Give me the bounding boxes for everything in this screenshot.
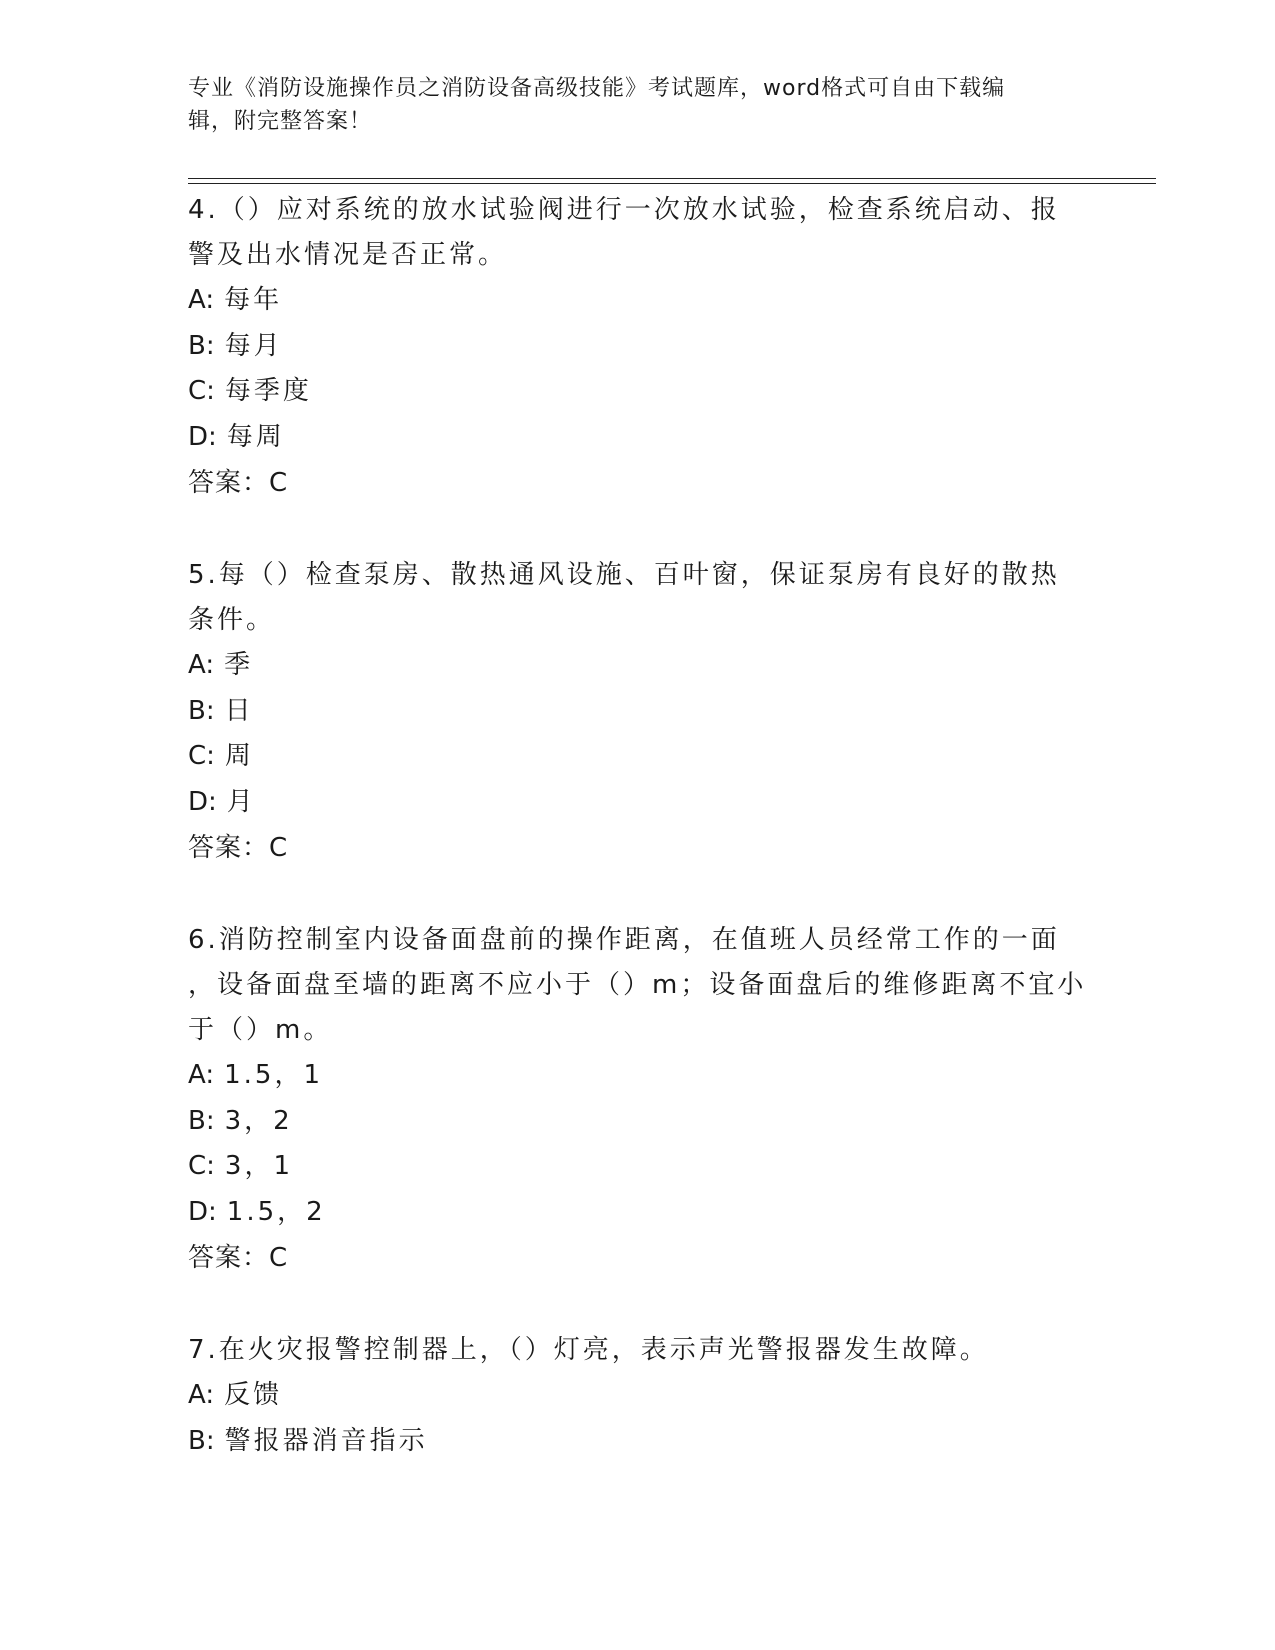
document-header: [188, 72, 1068, 138]
option-b: [188, 1419, 1088, 1465]
header-line-1: 专业《消防设施操作员之消防设备高级技能》考试题库，word格式可自由下载编: [188, 76, 1006, 101]
option-c: [188, 369, 1088, 415]
option-text: 3，1: [224, 1151, 294, 1181]
header-divider-bottom: [188, 183, 1156, 184]
option-a: [188, 1053, 1088, 1099]
option-text: 警报器消音指示: [224, 1425, 428, 1456]
option-a: [188, 278, 1088, 324]
option-text: 每季度: [224, 376, 312, 406]
option-d: [188, 415, 1088, 461]
option-d: [188, 1190, 1088, 1236]
option-letter: A:: [188, 650, 215, 680]
answer-label: 答案：: [188, 1243, 270, 1273]
option-letter: A:: [188, 1060, 215, 1090]
question-5: [188, 553, 1088, 871]
question-stem-line: 7.在火灾报警控制器上，（）灯亮，表示声光警报器发生故障。: [188, 1335, 989, 1365]
answer-line: [188, 1235, 1088, 1281]
option-letter: D:: [188, 1196, 217, 1227]
option-letter: A:: [188, 1380, 215, 1410]
option-text: 反馈: [224, 1380, 283, 1410]
question-stem-line: 6.消防控制室内设备面盘前的操作距离，在值班人员经常工作的一面: [188, 925, 1060, 955]
question-stem-line: 于（）m。: [188, 1015, 333, 1045]
option-c: [188, 734, 1088, 780]
question-7: [188, 1328, 1088, 1464]
option-letter: C:: [188, 376, 215, 406]
question-stem-line: 警及出水情况是否正常。: [188, 240, 508, 270]
option-text: 每周: [226, 421, 285, 452]
option-text: 1.5，2: [226, 1196, 326, 1227]
option-text: 3，2: [224, 1105, 293, 1136]
option-letter: C:: [188, 741, 215, 771]
option-a: [188, 643, 1088, 689]
option-text: 每月: [224, 330, 283, 361]
answer-label: 答案：: [188, 468, 270, 498]
option-letter: B:: [188, 1425, 215, 1456]
option-text: 周: [224, 741, 254, 771]
question-4: [188, 188, 1088, 506]
header-line-2: 辑，附完整答案！: [188, 109, 373, 134]
question-stem-line: ，设备面盘至墙的距离不应小于（）m；设备面盘后的维修距离不宜小: [188, 970, 1087, 1000]
option-text: 季: [224, 650, 254, 680]
option-text: 每年: [224, 285, 283, 315]
answer-value: C: [269, 833, 289, 863]
option-letter: B:: [188, 1105, 215, 1136]
option-b: [188, 324, 1088, 370]
option-letter: C:: [188, 1151, 215, 1181]
answer-line: [188, 460, 1088, 506]
header-divider-top: [188, 178, 1156, 179]
option-text: 日: [224, 695, 254, 726]
option-a: [188, 1373, 1088, 1419]
question-stem-line: 4.（）应对系统的放水试验阀进行一次放水试验，检查系统启动、报: [188, 195, 1060, 225]
option-b: [188, 689, 1088, 735]
answer-value: C: [269, 468, 289, 498]
option-c: [188, 1144, 1088, 1190]
option-letter: B:: [188, 695, 215, 726]
answer-label: 答案：: [188, 833, 270, 863]
question-6: [188, 918, 1088, 1281]
option-d: [188, 780, 1088, 826]
option-text: 1.5，1: [224, 1060, 323, 1090]
question-stem-line: 条件。: [188, 605, 276, 635]
option-b: [188, 1099, 1088, 1145]
question-stem-line: 5.每（）检查泵房、散热通风设施、百叶窗，保证泵房有良好的散热: [188, 560, 1060, 590]
option-letter: D:: [188, 421, 217, 452]
option-letter: D:: [188, 786, 217, 817]
option-letter: B:: [188, 330, 215, 361]
option-text: 月: [226, 786, 256, 817]
answer-line: [188, 825, 1088, 871]
answer-value: C: [269, 1243, 289, 1273]
option-letter: A:: [188, 285, 215, 315]
